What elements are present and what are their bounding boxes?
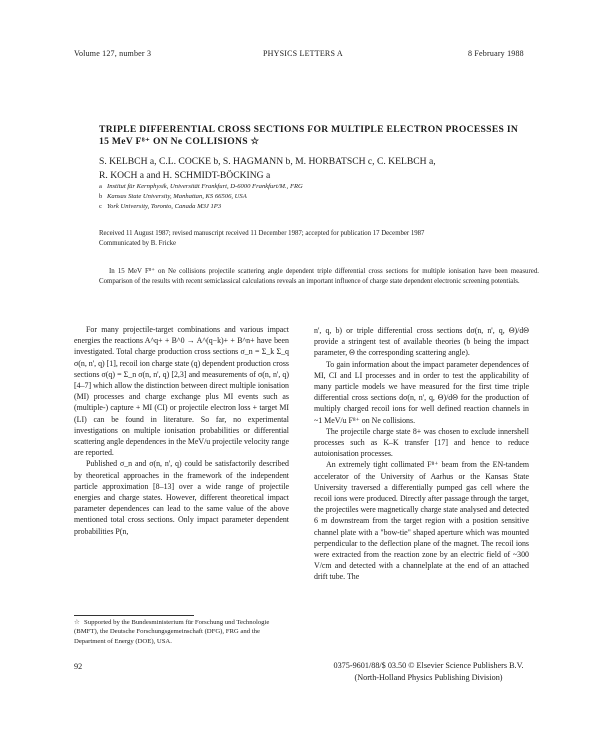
affiliation: b Kansas State University, Manhattan, KS 66506, USA: [99, 193, 247, 200]
paragraph: The projectile charge state 8+ was chosen to exclude innershell processes such as K–K transfer [17] and hence to reduce autoionisation processes.: [314, 426, 529, 459]
affiliation: a Institut für Kernphysik, Universität Frankfurt, D-6000 Frankfurt/M., FRG: [99, 183, 303, 190]
issue-date: 8 February 1988: [468, 49, 524, 58]
paragraph: An extremely tight collimated F⁸⁺ beam from the EN-tandem accelerator of the University of Aarhus or the Kansas State University traversed a differentially pumped gas cell where the recoil ions were produced. Directly after passage through the target, the projectiles were magnetically charge state analysed and detected 6 m downstream from the target region with a position sensitive channel plate with a "bow-tie" shaped aperture which was mounted perpendicular to the deflection plane of the magnet. The recoil ions were extracted from the reaction zone by an electric field of ~300 V/cm and detected with a channelplate at the end of an attached drift tube. The: [314, 460, 529, 582]
authors-line-2: R. KOCH a and H. SCHMIDT-BÖCKING a: [99, 170, 271, 181]
body-column-right: [314, 325, 529, 583]
publisher-info: 0375-9601/88/$ 03.50 © Elsevier Science Publishers B.V. (North-Holland Physics Publishing Division): [333, 661, 524, 682]
affiliations: [99, 182, 519, 212]
paragraph: Published σ_n and σ(n, n', q) could be satisfactorily described by theoretical approaches in the framework of the independent particle approximation [8–13] over a wide range of projectile energies and charge states. However, different theoretical impact parameter dependences can lead to the same value of the above mentioned total cross sections. Only impact parameter dependent probabilities P(n,: [74, 459, 289, 536]
paragraph: For many projectile-target combinations and various impact energies the reactions A^q+ + B^0 → A^(q−k)+ + B^n+ have been investigated. Total charge production cross sections σ_n = Σ_k Σ_q σ(n, n', q) [1], recoil ion charge state (q) dependent production cross sections σ(q) = Σ_n σ(n, n', q) [2,3] and measurements of σ(n, n', q) [4–7] which allow the distinction between direct multiple ionisation (MI) processes and charge exchange plus MI events such as (multiple-) capture + MI (CI) or projectile electron loss + target MI (LI) can be found in literature. So far, no experimental investigations on multiple ionisation probabilities or differential scattering angle dependences in the MeV/u projectile velocity range are reported.: [74, 325, 290, 458]
volume-info: Volume 127, number 3: [74, 49, 152, 58]
body-column-left: [74, 324, 289, 537]
journal-name: PHYSICS LETTERS A: [263, 49, 343, 58]
communicated-by: Communicated by B. Fricke: [99, 240, 177, 247]
footnote-divider: [74, 615, 194, 616]
paragraph: n', q, b) or triple differential cross sections dσ(n, n', q, Θ)/dΘ provide a stringent test of available theories (b being the impact parameter, Θ the corresponding scattering angle).: [314, 326, 529, 358]
author-list: [99, 155, 519, 183]
abstract: In 15 MeV F⁸⁺ on Ne collisions projectile scattering angle dependent triple differential cross sections for multiple ionisation have been measured. Comparison of the results with recent semiclassical calculations reveals an important influence of charge state dependent electronic screening potentials.: [99, 268, 539, 286]
footnote: ☆ Supported by the Bundesministerium für Forschung und Technologie (BMFT), the Deutsche Forschungsgemeinschaft (DFG), FRG and the Department of Energy (DOE), USA.: [74, 619, 270, 645]
received-dates: Received 11 August 1987; revised manuscript received 11 December 1987; accepted for publication 17 December 1987 Communicated by B. Fricke: [99, 229, 529, 249]
paragraph: To gain information about the impact parameter dependences of MI, CI and LI processes and in order to test the applicability of many particle models we have measured for the first time triple differential cross sections dσ(n, n', q, Θ)/dΘ for the production of multiply charged recoil ions for well defined reaction channels in ~1 MeV/u F⁸⁺ on Ne collisions.: [314, 359, 529, 425]
affiliation: c York University, Toronto, Canada M3J 1P3: [99, 203, 222, 210]
page-number: 92: [74, 662, 83, 671]
authors-line-1: S. KELBCH a, C.L. COCKE b, S. HAGMANN b, M. HORBATSCH c, C. KELBCH a,: [99, 156, 436, 167]
paper-title: TRIPLE DIFFERENTIAL CROSS SECTIONS FOR MULTIPLE ELECTRON PROCESSES IN 15 MeV F⁸⁺ ON Ne COLLISIONS ☆: [99, 124, 519, 147]
